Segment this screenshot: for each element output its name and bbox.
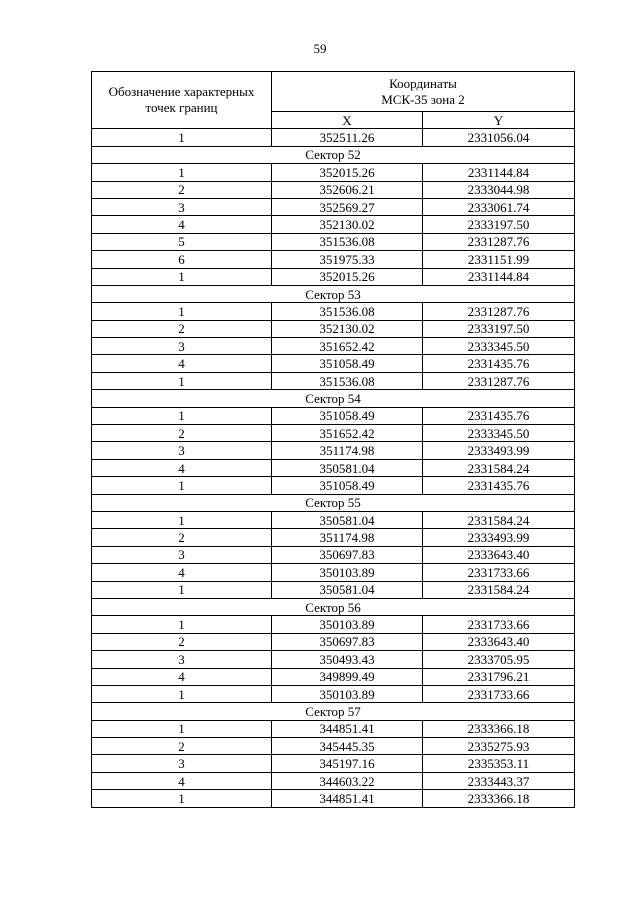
cell-y: 2331435.76 [423,407,575,424]
sector-title: Сектор 54 [92,390,575,407]
header-coords-system: МСК-35 зона 2 [381,91,465,107]
cell-y: 2335353.11 [423,755,575,772]
cell-y: 2333345.50 [423,338,575,355]
cell-x: 350697.83 [272,633,423,650]
cell-y: 2335275.93 [423,738,575,755]
cell-y: 2331435.76 [423,477,575,494]
cell-x: 351975.33 [272,251,423,268]
table-row [92,251,575,268]
cell-y: 2331733.66 [423,616,575,633]
cell-point: 1 [92,164,272,181]
cell-x: 345197.16 [272,755,423,772]
cell-x: 344851.41 [272,720,423,737]
page-number: 59 [313,41,327,56]
cell-y: 2333643.40 [423,546,575,563]
cell-y: 2333493.99 [423,442,575,459]
table-row [92,651,575,668]
table-row [92,268,575,285]
table-row [92,633,575,650]
table-row [92,668,575,685]
cell-x: 351174.98 [272,529,423,546]
table-row [92,477,575,494]
cell-x: 350697.83 [272,546,423,563]
cell-point: 2 [92,738,272,755]
cell-point: 4 [92,355,272,372]
cell-point: 2 [92,320,272,337]
cell-y: 2331733.66 [423,564,575,581]
cell-y: 2333443.37 [423,772,575,789]
cell-x: 350581.04 [272,511,423,528]
cell-x: 344851.41 [272,790,423,807]
cell-x: 352015.26 [272,164,423,181]
cell-x: 352130.02 [272,216,423,233]
sector-row [92,494,575,511]
cell-x: 351536.08 [272,233,423,250]
cell-x: 352015.26 [272,268,423,285]
table-row [92,372,575,389]
table-row [92,320,575,337]
cell-x: 351652.42 [272,425,423,442]
table-row [92,198,575,215]
cell-x: 351536.08 [272,303,423,320]
table-row [92,529,575,546]
header-coords [272,72,575,112]
cell-x: 352511.26 [272,129,423,146]
header-col-y: Y [423,112,575,129]
coordinates-table [91,71,575,808]
cell-y: 2333197.50 [423,216,575,233]
cell-y: 2333366.18 [423,790,575,807]
table-row [92,181,575,198]
cell-point: 1 [92,407,272,424]
cell-x: 350581.04 [272,459,423,476]
cell-point: 2 [92,425,272,442]
cell-x: 352606.21 [272,181,423,198]
cell-point: 1 [92,616,272,633]
cell-point: 4 [92,668,272,685]
table-row [92,581,575,598]
cell-y: 2331435.76 [423,355,575,372]
table-row [92,720,575,737]
cell-x: 351058.49 [272,477,423,494]
cell-y: 2331584.24 [423,511,575,528]
cell-point: 2 [92,181,272,198]
cell-y: 2333643.40 [423,633,575,650]
cell-x: 350581.04 [272,581,423,598]
cell-y: 2333197.50 [423,320,575,337]
cell-point: 1 [92,720,272,737]
cell-point: 4 [92,564,272,581]
table-row [92,511,575,528]
sector-row [92,390,575,407]
table-row [92,303,575,320]
table-row [92,459,575,476]
cell-point: 1 [92,511,272,528]
cell-y: 2333345.50 [423,425,575,442]
cell-y: 2331584.24 [423,459,575,476]
cell-point: 3 [92,338,272,355]
cell-y: 2331144.84 [423,164,575,181]
table-row [92,425,575,442]
cell-x: 351058.49 [272,355,423,372]
cell-y: 2331287.76 [423,233,575,250]
cell-x: 352569.27 [272,198,423,215]
table-row [92,164,575,181]
cell-x: 351652.42 [272,338,423,355]
cell-x: 350103.89 [272,616,423,633]
sector-row [92,598,575,615]
cell-x: 350493.43 [272,651,423,668]
cell-point: 5 [92,233,272,250]
sector-title: Сектор 52 [92,146,575,163]
cell-x: 351174.98 [272,442,423,459]
cell-x: 351058.49 [272,407,423,424]
sector-row [92,146,575,163]
cell-y: 2333493.99 [423,529,575,546]
table-row [92,772,575,789]
cell-x: 350103.89 [272,564,423,581]
cell-point: 4 [92,772,272,789]
cell-x: 351536.08 [272,372,423,389]
cell-y: 2331733.66 [423,685,575,702]
cell-point: 6 [92,251,272,268]
cell-point: 2 [92,633,272,650]
cell-point: 1 [92,685,272,702]
table-row [92,546,575,563]
table-row [92,338,575,355]
cell-x: 344603.22 [272,772,423,789]
cell-point: 1 [92,129,272,146]
cell-y: 2331584.24 [423,581,575,598]
table-row [92,755,575,772]
cell-y: 2331287.76 [423,303,575,320]
cell-point: 3 [92,198,272,215]
table-row [92,685,575,702]
cell-point: 4 [92,459,272,476]
sector-title: Сектор 56 [92,598,575,615]
cell-x: 349899.49 [272,668,423,685]
sector-row [92,703,575,720]
table-header [92,72,575,129]
sector-row [92,285,575,302]
cell-y: 2333061.74 [423,198,575,215]
table-row [92,355,575,372]
cell-point: 3 [92,442,272,459]
header-coords-title: Координаты [389,75,457,91]
cell-x: 350103.89 [272,685,423,702]
cell-y: 2331287.76 [423,372,575,389]
sector-title: Сектор 53 [92,285,575,302]
table-row [92,442,575,459]
cell-y: 2331151.99 [423,251,575,268]
cell-y: 2333366.18 [423,720,575,737]
cell-point: 1 [92,790,272,807]
table-row [92,564,575,581]
cell-y: 2331144.84 [423,268,575,285]
table-row [92,407,575,424]
cell-y: 2333705.95 [423,651,575,668]
header-col-x: X [272,112,423,129]
header-point-label: Обозначение характерных точек границ [92,72,272,129]
table-row [92,233,575,250]
cell-point: 3 [92,546,272,563]
table-row [92,790,575,807]
cell-point: 1 [92,303,272,320]
cell-point: 1 [92,372,272,389]
cell-x: 345445.35 [272,738,423,755]
cell-point: 3 [92,755,272,772]
cell-x: 352130.02 [272,320,423,337]
cell-y: 2333044.98 [423,181,575,198]
table-row [92,616,575,633]
table-row [92,738,575,755]
cell-point: 1 [92,477,272,494]
table-row [92,129,575,146]
cell-point: 3 [92,651,272,668]
sector-title: Сектор 57 [92,703,575,720]
cell-point: 4 [92,216,272,233]
cell-point: 2 [92,529,272,546]
sector-title: Сектор 55 [92,494,575,511]
cell-point: 1 [92,268,272,285]
cell-y: 2331796.21 [423,668,575,685]
table-row [92,216,575,233]
cell-y: 2331056.04 [423,129,575,146]
cell-point: 1 [92,581,272,598]
table-body [92,129,575,807]
